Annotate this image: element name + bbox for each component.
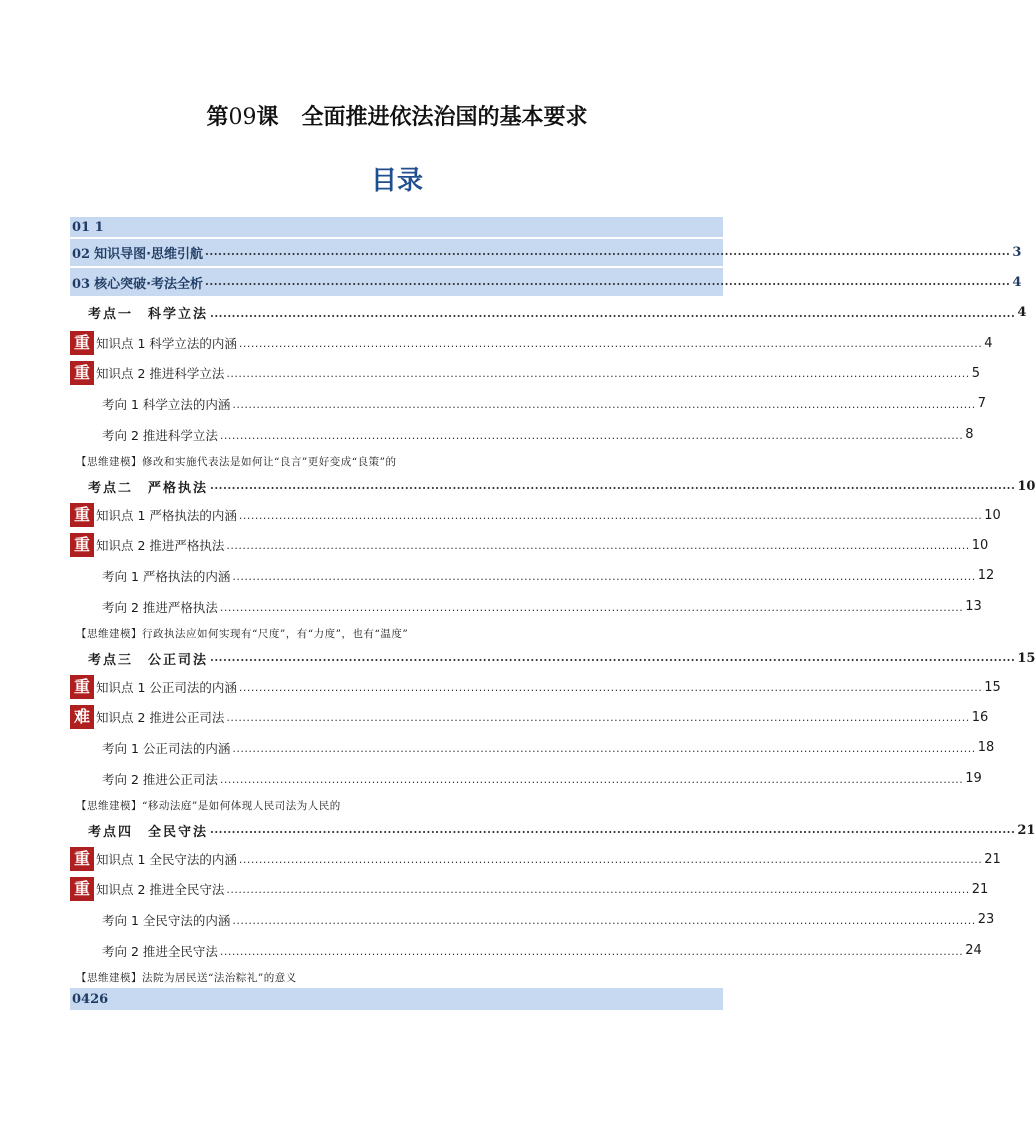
key-point-badge: 重 xyxy=(70,361,94,385)
toc-siwei-3[interactable] xyxy=(70,794,723,816)
document-title xyxy=(0,100,794,131)
toc-leader-dots: .......................................................................................................................................................................................... xyxy=(232,570,976,583)
toc-entry-label: 知识点 2 推进科学立法 xyxy=(96,366,225,381)
toc-heading: 目录 xyxy=(370,166,423,196)
difficult-point-badge: 难 xyxy=(70,705,94,729)
key-point-badge: 重 xyxy=(70,331,94,355)
toc-leader-dots: .......................................................................................................................................................................................... xyxy=(210,651,1016,664)
toc-section-01[interactable] xyxy=(70,217,723,237)
toc-leader-dots: .......................................................................................................................................................................................... xyxy=(238,337,983,350)
toc-entry-label: 考向 2 推进科学立法 xyxy=(102,427,218,443)
toc-leader-dots: .......................................................................................................................................................................................... xyxy=(219,429,964,442)
toc-entry-label: 知识点 1 科学立法的内涵 xyxy=(96,336,237,351)
toc-leader-dots: .......................................................................................................................................................................................... xyxy=(238,681,983,694)
toc-section-02[interactable] xyxy=(70,239,1022,266)
toc-kaodian-2[interactable] xyxy=(70,472,1035,500)
toc-leader-dots: .......................................................................................................................................................................................... xyxy=(226,711,970,724)
toc-leader-dots: .......................................................................................................................................................................................... xyxy=(205,275,1011,288)
toc-entry-label: 考点三 公正司法 xyxy=(88,652,209,668)
toc-entry-label: 知识点 2 推进严格执法 xyxy=(96,538,225,553)
toc-section-03[interactable] xyxy=(70,268,1022,296)
toc-page-number: 7 xyxy=(977,396,987,411)
toc-kaoxiang-3-2[interactable] xyxy=(70,763,982,794)
toc-kaodian-3[interactable] xyxy=(70,644,1035,672)
toc-page-number: 21 xyxy=(1017,822,1035,838)
toc-leader-dots: .......................................................................................................................................................................................... xyxy=(205,245,1011,258)
title-name: 全面推进依法治国的基本要求 xyxy=(301,105,588,130)
toc-entry-label: 知识点 1 公正司法的内涵 xyxy=(96,680,237,695)
toc-page-number: 18 xyxy=(977,740,995,755)
toc-entry-label: 考点四 全民守法 xyxy=(88,824,209,840)
toc-page-number: 10 xyxy=(984,507,1001,523)
toc-leader-dots: .......................................................................................................................................................................................... xyxy=(219,601,964,614)
toc-entry-label: 知识点 1 严格执法的内涵 xyxy=(96,508,237,523)
toc-entry-label: 考向 1 公正司法的内涵 xyxy=(102,740,231,756)
key-point-badge: 重 xyxy=(70,877,94,901)
toc-section-number: 03 xyxy=(72,276,91,292)
toc-entry-label: 考向 2 推进全民守法 xyxy=(102,943,218,959)
toc-page-number: 16 xyxy=(971,709,989,725)
key-point-badge: 重 xyxy=(70,847,94,871)
toc-page-number: 19 xyxy=(965,771,982,786)
toc-leader-dots: .......................................................................................................................................................................................... xyxy=(238,509,983,522)
toc-page-number: 3 xyxy=(1012,245,1022,260)
table-of-contents xyxy=(70,217,1035,1010)
toc-siwei-4[interactable] xyxy=(70,966,723,988)
toc-leader-dots: .......................................................................................................................................................................................... xyxy=(226,367,970,380)
toc-kaodian-1[interactable] xyxy=(70,296,1027,328)
toc-leader-dots: .......................................................................................................................................................................................... xyxy=(238,853,983,866)
toc-leader-dots: .......................................................................................................................................................................................... xyxy=(226,539,970,552)
toc-entry-label: 知识点 1 全民守法的内涵 xyxy=(96,852,237,867)
toc-zhishidian-4-2[interactable] xyxy=(70,874,989,904)
key-point-badge: 重 xyxy=(70,533,94,557)
toc-entry-label: 【思维建模】“移动法庭”是如何体现人民司法为人民的 xyxy=(76,799,341,812)
toc-entry-label: 考向 1 严格执法的内涵 xyxy=(102,568,231,584)
toc-section-label: 知识导图·思维引航 xyxy=(94,247,204,262)
toc-kaoxiang-4-2[interactable] xyxy=(70,935,982,966)
toc-kaoxiang-1-2[interactable] xyxy=(70,419,974,450)
toc-kaoxiang-4-1[interactable] xyxy=(70,904,995,935)
toc-leader-dots: .......................................................................................................................................................................................... xyxy=(226,883,970,896)
toc-zhishidian-3-1[interactable] xyxy=(70,672,1001,702)
key-point-badge: 重 xyxy=(70,675,94,699)
toc-page-number: 24 xyxy=(965,943,982,958)
toc-entry-label: 知识点 2 推进公正司法 xyxy=(96,710,225,725)
toc-entry-label: 考向 2 推进严格执法 xyxy=(102,599,218,615)
toc-zhishidian-2-1[interactable] xyxy=(70,500,1001,530)
toc-section-label: 核心突破·考法全析 xyxy=(94,276,204,292)
toc-zhishidian-1-1[interactable] xyxy=(70,328,993,358)
key-point-badge: 重 xyxy=(70,503,94,527)
toc-page-number: 15 xyxy=(1017,650,1035,666)
toc-page-number: 4 xyxy=(1012,274,1022,290)
toc-page-number: 8 xyxy=(965,427,974,442)
toc-page-number: 12 xyxy=(977,568,995,583)
title-lesson: 课 xyxy=(256,105,279,130)
toc-page-number: 5 xyxy=(971,365,981,381)
toc-kaodian-4[interactable] xyxy=(70,816,1035,844)
toc-leader-dots: .......................................................................................................................................................................................... xyxy=(210,823,1016,836)
toc-page-number: 13 xyxy=(965,599,982,614)
toc-entry-label: 【思维建模】法院为居民送“法治粽礼”的意义 xyxy=(76,971,297,984)
toc-page-number: 23 xyxy=(977,912,995,927)
title-prefix: 第 xyxy=(206,105,229,130)
toc-zhishidian-3-2[interactable] xyxy=(70,702,989,732)
toc-page-number: 21 xyxy=(971,881,989,897)
toc-leader-dots: .......................................................................................................................................................................................... xyxy=(232,742,976,755)
toc-entry-label: 知识点 2 推进全民守法 xyxy=(96,882,225,897)
toc-page-number: 10 xyxy=(1017,478,1035,494)
toc-zhishidian-4-1[interactable] xyxy=(70,844,1001,874)
toc-entry-label: 考向 1 全民守法的内涵 xyxy=(102,912,231,928)
toc-entry-label: 考点二 严格执法 xyxy=(88,480,209,496)
toc-leader-dots: .......................................................................................................................................................................................... xyxy=(219,773,964,786)
toc-leader-dots: .......................................................................................................................................................................................... xyxy=(219,945,964,958)
toc-leader-dots: .......................................................................................................................................................................................... xyxy=(210,307,1016,320)
toc-entry-label: 【思维建模】修改和实施代表法是如何让“良言”更好变成“良策”的 xyxy=(76,455,397,468)
toc-zhishidian-2-2[interactable] xyxy=(70,530,989,560)
toc-page-number: 15 xyxy=(984,679,1001,695)
toc-leader-dots: .......................................................................................................................................................................................... xyxy=(232,914,976,927)
toc-page-number: 10 xyxy=(971,537,989,553)
toc-entry-label: 考点一 科学立法 xyxy=(88,306,209,322)
toc-section-number: 0426 xyxy=(72,991,109,1007)
toc-page-number: 4 xyxy=(1017,304,1027,320)
toc-kaoxiang-3-1[interactable] xyxy=(70,732,995,763)
toc-entry-label: 【思维建模】行政执法应如何实现有“尺度”，有“力度”，也有“温度” xyxy=(76,627,409,640)
toc-kaoxiang-1-1[interactable] xyxy=(70,388,987,419)
toc-kaoxiang-2-1[interactable] xyxy=(70,560,995,591)
toc-entry-label: 考向 1 科学立法的内涵 xyxy=(102,396,231,412)
toc-leader-dots: .......................................................................................................................................................................................... xyxy=(210,479,1016,492)
toc-kaoxiang-2-2[interactable] xyxy=(70,591,982,622)
toc-siwei-2[interactable] xyxy=(70,622,723,644)
toc-page-number: 21 xyxy=(984,851,1001,867)
toc-siwei-1[interactable] xyxy=(70,450,723,472)
toc-page-number: 4 xyxy=(984,335,993,351)
toc-leader-dots: .......................................................................................................................................................................................... xyxy=(232,398,976,411)
title-number: 09 xyxy=(228,105,257,130)
toc-section-number: 01 1 xyxy=(72,219,104,235)
toc-section-number: 02 xyxy=(72,247,91,262)
toc-section-04[interactable] xyxy=(70,988,723,1010)
toc-zhishidian-1-2[interactable] xyxy=(70,358,981,388)
toc-entry-label: 考向 2 推进公正司法 xyxy=(102,771,218,787)
